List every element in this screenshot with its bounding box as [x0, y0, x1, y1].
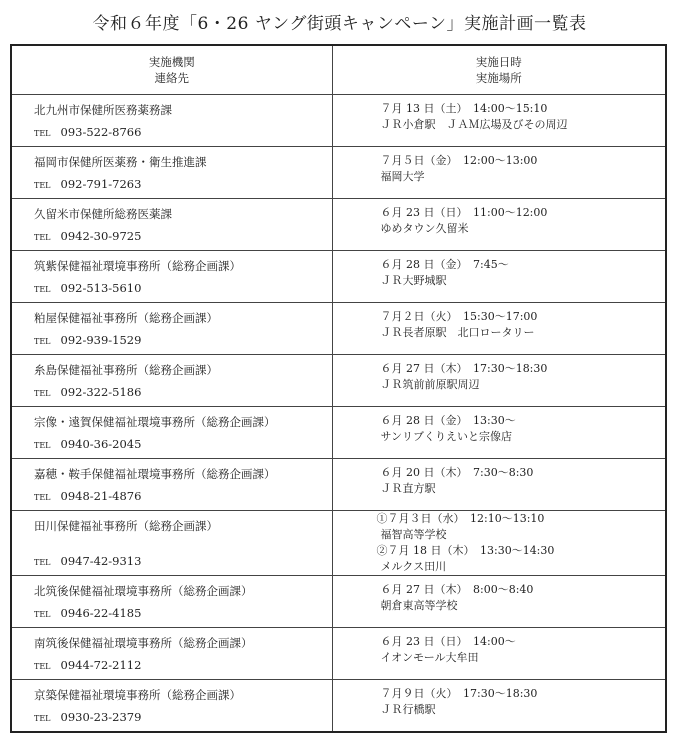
event-date: ６月 27 日（木） 8:00～8:40 [380, 583, 534, 596]
table-row [11, 355, 666, 407]
organization-cell [11, 147, 332, 199]
organization-name: 筑紫保健福祉環境事務所（総務企画課） [34, 259, 241, 273]
table-row [11, 251, 666, 303]
schedule-cell [332, 407, 666, 459]
tel-label: TEL [34, 610, 51, 619]
organization-cell [11, 576, 332, 628]
phone-number [34, 385, 141, 401]
event-place: ＪＲ小倉駅 ＪＡＭ広場及びその周辺 [380, 118, 568, 131]
event-place-2: メルクス田川 [380, 560, 447, 573]
event-date: ６月 28 日（金） 7:45～ [380, 258, 509, 271]
organization-name: 京築保健福祉環境事務所（総務企画課） [34, 688, 241, 702]
schedule-cell [332, 303, 666, 355]
schedule-cell [332, 628, 666, 680]
table-row [11, 147, 666, 199]
tel-label: TEL [34, 337, 51, 346]
organization-cell [11, 407, 332, 459]
event-place: ＪＲ直方駅 [380, 482, 436, 495]
table-row [11, 628, 666, 680]
event-date: ６月 28 日（金） 13:30～ [380, 414, 516, 427]
organization-cell [11, 199, 332, 251]
tel-label: TEL [34, 713, 51, 723]
phone-value: 0948-21-4876 [60, 489, 142, 503]
event-place: 朝倉東高等学校 [380, 599, 458, 612]
organization-name: 北九州市保健所医務薬務課 [34, 103, 172, 117]
event-date: ６月 27 日（木） 17:30～18:30 [380, 362, 548, 375]
schedule-cell [332, 680, 666, 732]
organization-name: 北筑後保健福祉環境事務所（総務企画課） [34, 584, 253, 598]
event-place: ＪＲ筑前前原駅周辺 [380, 378, 480, 391]
phone-number [34, 333, 141, 349]
phone-number [34, 437, 141, 453]
schedule-cell [332, 511, 666, 576]
schedule-cell [332, 251, 666, 303]
phone-number [34, 281, 141, 297]
event-place: ＪＲ行橋駅 [380, 703, 436, 716]
event-place: イオンモール大牟田 [380, 651, 479, 664]
organization-name: 福岡市保健所医薬務・衛生推進課 [34, 155, 207, 169]
phone-number [34, 554, 141, 570]
tel-label: TEL [34, 662, 51, 671]
event-date: ①７月３日（水） 12:10～13:10 [376, 512, 545, 525]
organization-cell [11, 628, 332, 680]
event-date: ６月 23 日（日） 11:00～12:00 [380, 206, 548, 219]
phone-value: 092-322-5186 [60, 385, 142, 399]
organization-name: 嘉穂・鞍手保健福祉環境事務所（総務企画課） [34, 467, 276, 481]
tel-label: TEL [34, 285, 51, 294]
phone-value: 092-791-7263 [60, 177, 142, 191]
event-date: ７月５日（金） 12:00～13:00 [380, 154, 538, 167]
phone-value: 0947-42-9313 [60, 554, 142, 568]
page-title: 令和６年度「6・26 ヤング街頭キャンペーン」実施計画一覧表 [92, 14, 587, 34]
schedule-cell [332, 147, 666, 199]
table-row [11, 199, 666, 251]
tel-label: TEL [34, 493, 51, 502]
phone-value: 0946-22-4185 [60, 606, 142, 620]
schedule-cell [332, 95, 666, 147]
organization-name: 田川保健福祉事務所（総務企画課） [34, 519, 218, 533]
organization-cell [11, 680, 332, 732]
organization-name: 粕屋保健福祉事務所（総務企画課） [34, 311, 218, 325]
event-place: 福智高等学校 [380, 528, 447, 541]
event-place: 福岡大学 [380, 170, 425, 183]
organization-cell [11, 511, 332, 576]
phone-value: 0930-23-2379 [60, 709, 142, 724]
event-place: ゆめタウン久留米 [380, 222, 469, 235]
tel-label: TEL [34, 181, 51, 190]
phone-value: 093-522-8766 [60, 125, 142, 139]
phone-number [34, 606, 141, 622]
header-col1-line1: 実施機関 [148, 55, 195, 69]
organization-name: 久留米市保健所総務医薬課 [34, 207, 172, 221]
event-place: サンリブくりえいと宗像店 [380, 430, 512, 443]
table-row [11, 576, 666, 628]
table-row [11, 459, 666, 511]
phone-value: 0942-30-9725 [60, 229, 142, 243]
organization-cell [11, 303, 332, 355]
header-schedule [332, 45, 666, 95]
phone-number [34, 229, 141, 245]
event-place: ＪＲ長者原駅 北口ロータリー [380, 326, 535, 339]
table-row [11, 303, 666, 355]
phone-number [34, 177, 141, 193]
phone-number [34, 658, 141, 674]
tel-label: TEL [34, 129, 51, 138]
phone-value: 0940-36-2045 [60, 437, 142, 451]
phone-number [34, 710, 141, 726]
table-row [11, 511, 666, 576]
event-place: ＪＲ大野城駅 [380, 274, 447, 287]
event-date: ６月 23 日（日） 14:00～ [380, 635, 516, 648]
organization-cell [11, 459, 332, 511]
table-row [11, 680, 666, 732]
tel-label: TEL [34, 441, 51, 450]
organization-name: 南筑後保健福祉環境事務所（総務企画課） [34, 636, 253, 650]
event-date: ６月 20 日（木） 7:30～8:30 [380, 466, 534, 479]
header-col1-line2: 連絡先 [154, 71, 189, 85]
organization-name: 宗像・遠賀保健福祉環境事務所（総務企画課） [34, 415, 276, 429]
schedule-table [10, 44, 667, 733]
table-row [11, 407, 666, 459]
schedule-cell [332, 355, 666, 407]
tel-label: TEL [34, 558, 51, 567]
organization-name: 糸島保健福祉事務所（総務企画課） [34, 363, 218, 377]
schedule-cell [332, 576, 666, 628]
schedule-cell [332, 459, 666, 511]
phone-value: 092-513-5610 [60, 281, 142, 295]
event-date: ７月９日（火） 17:30～18:30 [380, 687, 538, 700]
phone-value: 092-939-1529 [60, 333, 142, 347]
table-header-row [11, 45, 666, 95]
schedule-cell [332, 199, 666, 251]
organization-cell [11, 95, 332, 147]
organization-cell [11, 251, 332, 303]
header-organization [11, 45, 332, 95]
phone-number [34, 125, 141, 141]
table-row [11, 95, 666, 147]
phone-number [34, 489, 141, 505]
event-date: ７月２日（火） 15:30～17:00 [380, 310, 538, 323]
event-date-2: ②７月 18 日（木） 13:30～14:30 [376, 544, 555, 557]
header-col2-line2: 実施場所 [475, 71, 522, 85]
event-date: ７月 13 日（土） 14:00～15:10 [380, 102, 548, 115]
tel-label: TEL [34, 233, 51, 242]
header-col2-line1: 実施日時 [475, 55, 522, 69]
tel-label: TEL [34, 389, 51, 398]
organization-cell [11, 355, 332, 407]
phone-value: 0944-72-2112 [60, 658, 142, 672]
